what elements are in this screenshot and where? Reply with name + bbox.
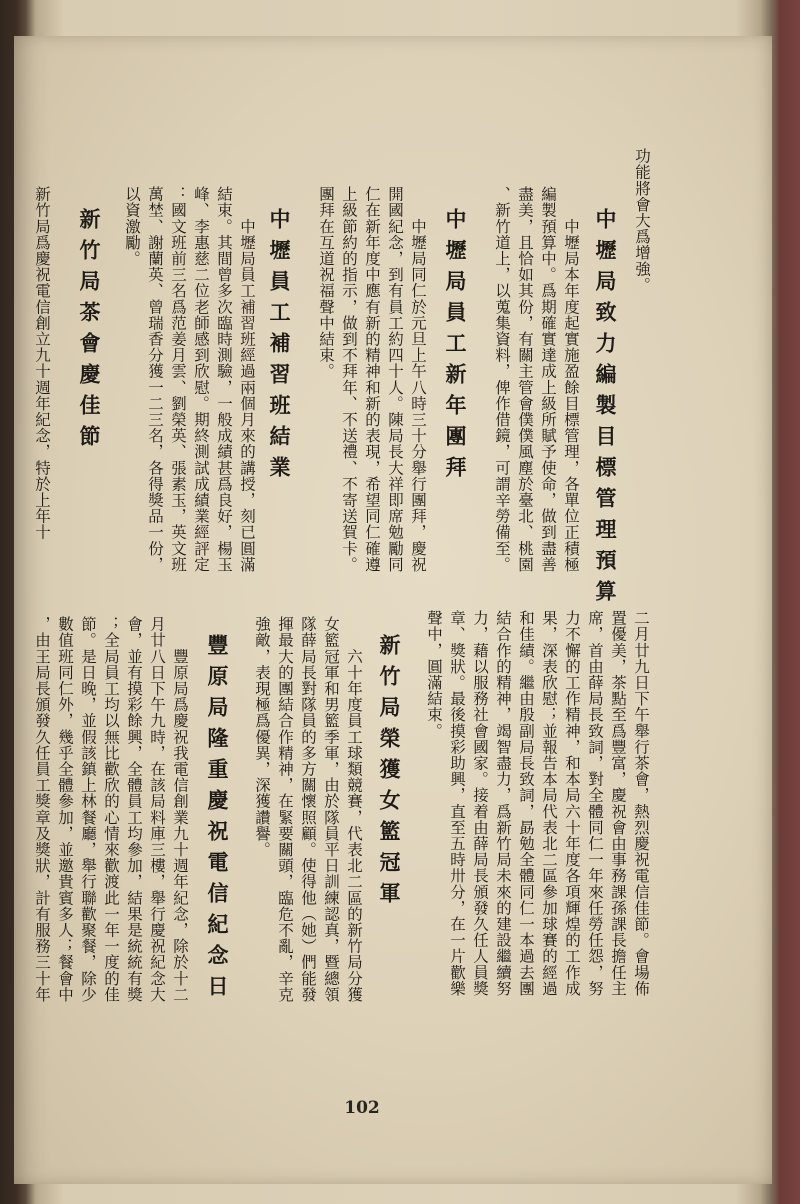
article-new-year-greeting: 中壢局同仁於元旦上午八時三十分舉行團拜，慶祝 開國紀念，到有員工約四十人。陳局長大祥即席勉勵同 仁在新年度中應有新的精神和新的表現，希望同仁確遵 上級節約的指示，做到不拜年、不送禮、不寄送賀卡。 團拜在互道祝福聲中結束。 xyxy=(317,186,427,573)
article-hsinchu-tea-party-start: 新竹局爲慶祝電信創立九十週年紀念，特於上年十 xyxy=(33,186,51,541)
heading-editing-target-budget: 中壢局致力編製目標管理預算 xyxy=(593,208,618,611)
heading-hsinchu-tea-party: 新竹局茶會慶佳節 xyxy=(77,208,102,456)
article-hsinchu-tea-party-continued: 二月廿九日下午舉行茶會，熱烈慶祝電信佳節。會場佈 置優美，茶點至爲豐富，慶祝會由事務課孫課長擔任主 席，首由薛局長致詞，對全體同仁一年來任勞任怨，努 力不懈的工作精神，和本局六十年度各項輝煌的工作成 果，深表欣慰；並報告本局代表北二區參加球賽的經過 和佳績。繼由殷副局長致詞，勗勉全體同仁一本過去團 結合作的精神，竭智盡力，爲新竹局未來的建設繼續努 力，藉以服務社會國家。接着由薛局長頒發久任人員獎 章、獎狀。最後摸彩助興，直至五時卅分，在一片歡樂 聲中，圓滿結束。 xyxy=(425,610,650,997)
article-womens-basketball-champion: 六十年度員工球類競賽，代表北二區的新竹局分獲 女籃冠軍和男籃季軍，由於隊員平日訓練認真，暨總領 隊薛局長對隊員的多方關懷照顧。使得他（她）們能發 揮最大的團結合作精神，在緊要關頭，臨危不亂，辛克 強敵，表現極爲優異，深獲讚譽。 xyxy=(253,616,363,1003)
heading-new-year-greeting: 中壢局員工新年團拜 xyxy=(443,208,468,487)
article-training-class-completion: 中壢局員工補習班經過兩個月來的講授，刻已圓滿 結束。其間曾多次臨時測驗，一般成績甚爲良好，楊玉 峰、李惠慈二位老師感到欣慰。期終測試成績業經評定 ：國文班前三名爲范姜月雲、劉榮英、張素玉，英文班 萬埜、謝蘭英、曾瑞香分獲一二三名，各得獎品一份， 以資激勵。 xyxy=(123,186,256,573)
book-page xyxy=(14,36,772,1184)
page-number: 102 xyxy=(344,1098,380,1118)
heading-training-class-completion: 中壢員工補習班結業 xyxy=(267,208,292,487)
article-fengyuan-telecom-day: 豐原局爲慶祝我電信創業九十週年紀念，除於十二 月廿八日下午九時，在該局料庫三樓，舉行慶祝紀念大 會，並有摸彩餘興，全體員工均參加，結果是統統有獎 ；全局員工均以無比歡欣的心情來歡渡此一年一度的佳 節。是日晚，並假該鎮上林餐廳，舉行聯歡聚餐，除少 數值班同仁外，幾乎全體參加，並邀貴賓多人；餐會中 ，由王局長頒發久任員工獎章及獎狀，計有服務三十年 xyxy=(33,616,189,1003)
heading-fengyuan-telecom-day: 豐原局隆重慶祝電信紀念日 xyxy=(205,634,230,1006)
intro-line: 功能將會大爲增強。 xyxy=(633,148,651,293)
article-editing-target-budget: 中壢局本年度起實施盈餘目標管理，各單位正積極 編製預算中。爲期確實達成上級所賦予使命，做到盡善 盡美，且恰如其份，有關主管會僕僕風塵於臺北、桃園 、新竹道上，以蒐集資料，俾作借鏡，可謂辛勞備至。 xyxy=(493,186,580,573)
heading-womens-basketball-champion: 新竹局榮獲女籃冠軍 xyxy=(377,634,402,913)
